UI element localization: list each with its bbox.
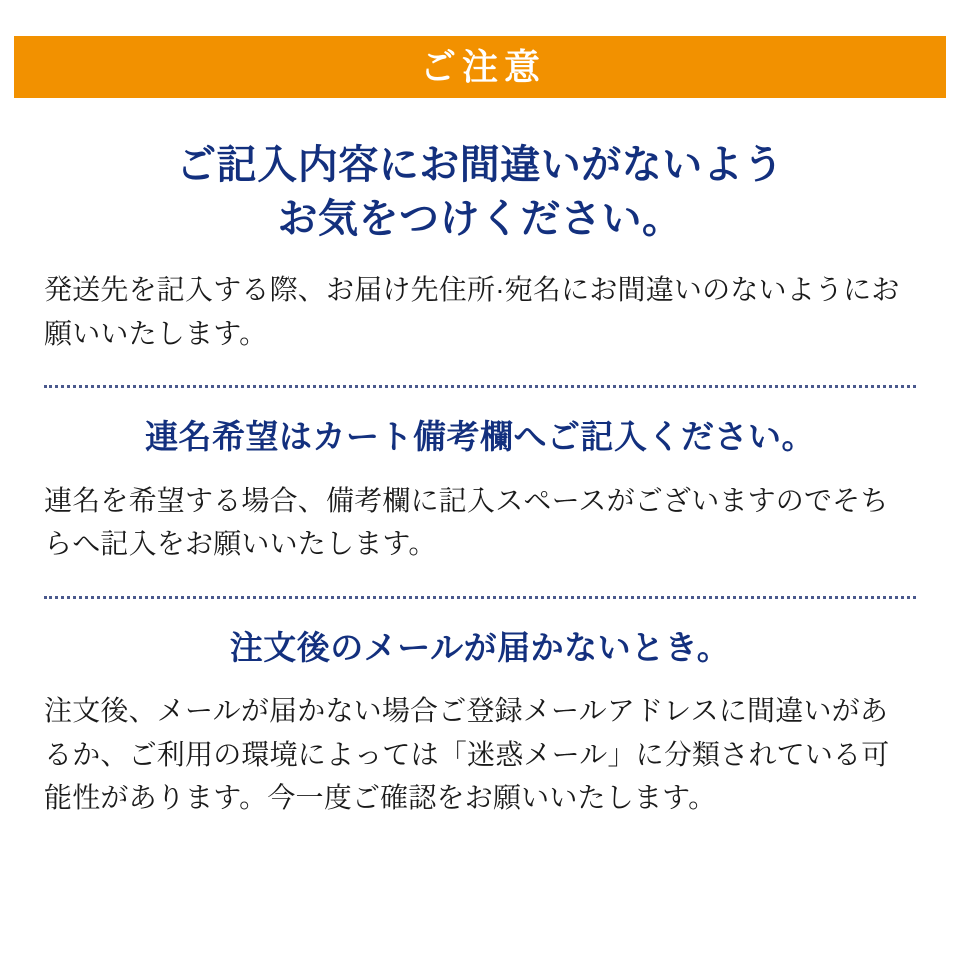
notice-banner: [14, 36, 946, 98]
section-body-email: 注文後、メールが届かない場合ご登録メールアドレスに間違いがあるか、ご利用の環境によっては「迷惑メール」に分類されている可能性があります。今一度ご確認をお願いいたします。: [44, 695, 890, 814]
section-divider-1: [44, 385, 916, 388]
section-heading-address-line2: お気をつけください。: [277, 197, 683, 241]
section-heading-email: 注文後のメールが届かないとき。: [229, 628, 731, 666]
section-divider-2: [44, 596, 916, 599]
notice-content: [0, 110, 960, 820]
section-body-address: 発送先を記入する際、お届け先住所·宛名にお間違いのないようにお願いいたします。: [44, 274, 900, 349]
notice-section-address: [40, 138, 920, 355]
section-heading-joint-name: 連名希望はカート備考欄へご記入ください。: [145, 418, 815, 456]
section-heading-address-line1: ご記入内容にお間違いがないよう: [176, 143, 784, 187]
notice-section-email: [40, 625, 920, 820]
section-heading-address: [40, 138, 920, 246]
notice-banner-title: ご注意: [419, 46, 546, 87]
notice-section-joint-name: [40, 414, 920, 566]
section-body-joint-name: 連名を希望する場合、備考欄に記入スペースがございますのでそちらへ記入をお願いいたします。: [44, 484, 889, 560]
